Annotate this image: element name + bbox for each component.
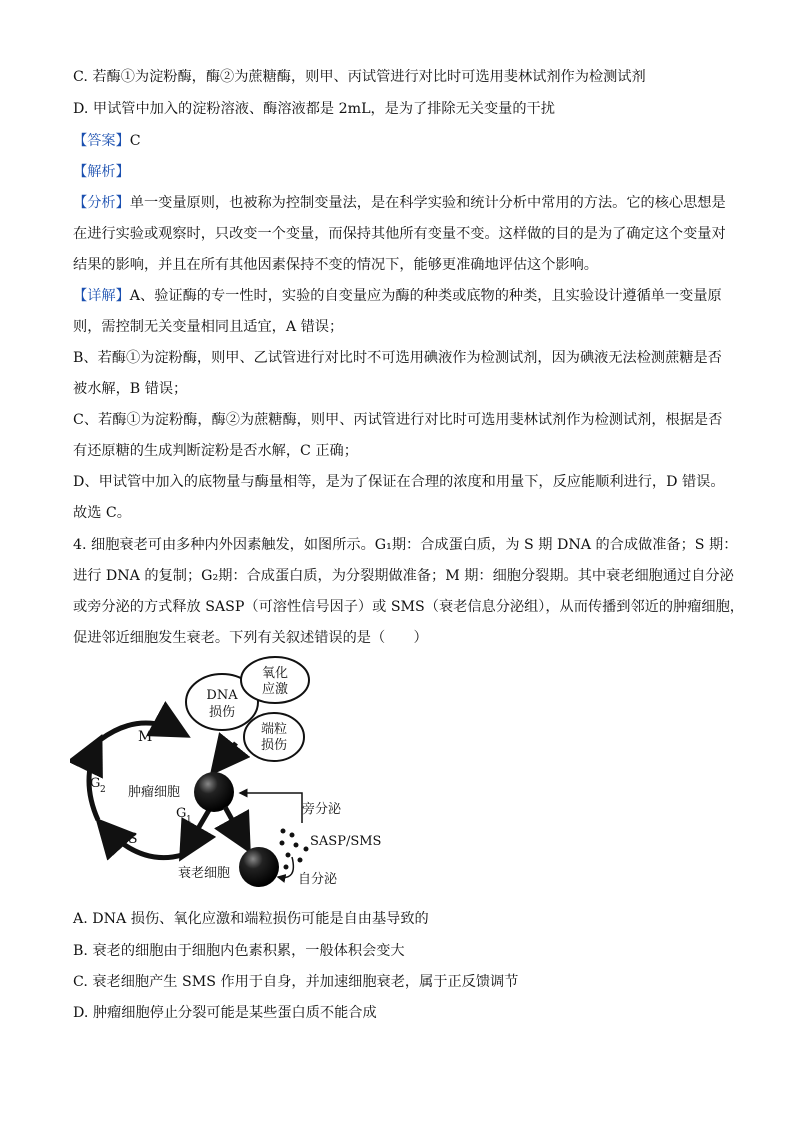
svg-text:损伤: 损伤 [260,738,288,753]
paracrine-arrow [240,793,302,823]
autocrine-label: 自分泌 [298,872,338,887]
sasp-sms-particles [280,829,309,870]
analysis-heading: 【解析】 [73,164,130,180]
analysis-line-2: 在进行实验或观察时，只改变一个变量，而保持其他所有变量不变。这样做的目的是为了确定这个变量对 [73,226,726,242]
svg-text:端粒: 端粒 [260,722,288,737]
question-4-line-3: 或旁分泌的方式释放 SASP（可溶性信号因子）或 SMS（衰老信息分泌组），从而传播到邻近的肿瘤细胞， [73,599,744,615]
detail-line-4: 被水解，B 错误； [73,381,188,397]
question-4-line-1: 4. 细胞衰老可由多种内外因素触发，如图所示。G₁期：合成蛋白质，为 S 期 DNA 的合成做准备；S 期： [73,537,738,553]
detail-line-5: C、若酶①为淀粉酶，酶②为蔗糖酶，则甲、丙试管进行对比时可选用斐林试剂作为检测试剂，根据是否 [73,412,723,428]
phase-g1-sub: 1 [186,815,192,825]
option-d: D. 肿瘤细胞停止分裂可能是某些蛋白质不能合成 [73,1005,377,1021]
sasp-sms-label: SASP/SMS [310,834,382,849]
stress-arrow [216,743,236,768]
option-d-line: D. 甲试管中加入的淀粉溶液、酶溶液都是 2mL，是为了排除无关变量的干扰 [73,101,555,117]
tumor-cell [194,772,234,812]
detail-line-3: B、若酶①为淀粉酶，则甲、乙试管进行对比时不可选用碘液作为检测试剂，因为碘液无法检测蔗糖是否 [73,350,722,366]
telomere-damage-node [244,713,304,761]
svg-text:DNA: DNA [206,688,238,703]
phase-g2-label: G [90,776,101,791]
svg-text:氧化: 氧化 [261,666,289,681]
question-4-line-2: 进行 DNA 的复制；G₂期：合成蛋白质，为分裂期做准备；M 期：细胞分裂期。其中衰老细胞通过自分泌 [73,568,734,584]
s-phase-arrow [102,825,182,858]
phase-m-label: M [138,729,153,745]
option-c: C. 衰老细胞产生 SMS 作用于自身，并加速细胞衰老，属于正反馈调节 [73,974,519,990]
senescent-cell [239,847,279,887]
paracrine-label: 旁分泌 [302,802,342,817]
conclusion-line: 故选 C。 [73,505,131,521]
option-b: B. 衰老的细胞由于细胞内色素积累，一般体积会变大 [73,943,405,959]
senescence-arrow [225,807,246,845]
detail-line-1: 【详解】A、验证酶的专一性时，实验的自变量应为酶的种类或底物的种类，且实验设计遵循单一变量原 [73,288,722,304]
phase-g2-sub: 2 [100,785,106,795]
phase-s-label: S [128,831,138,847]
analysis-line-1: 【分析】单一变量原则，也被称为控制变量法，是在科学实验和统计分析中常用的方法。它的核心思想是 [73,195,726,211]
oxidative-stress-node [241,657,309,703]
phase-g1-label: G [176,806,187,821]
cell-senescence-diagram [70,655,400,895]
detail-line-7: D、甲试管中加入的底物量与酶量相等，是为了保证在合理的浓度和用量下，反应能顺利进行，D 错误。 [73,474,725,490]
tumor-cell-label: 肿瘤细胞 [128,785,181,800]
detail-line-6: 有还原糖的生成判断淀粉是否水解，C 正确； [73,443,358,459]
svg-text:应激: 应激 [261,682,289,697]
option-c-line: C. 若酶①为淀粉酶，酶②为蔗糖酶，则甲、丙试管进行对比时可选用斐林试剂作为检测试剂 [73,69,646,85]
answer-line: 【答案】C [73,133,141,149]
senescent-cell-label: 衰老细胞 [178,866,231,881]
analysis-line-3: 结果的影响，并且在所有其他因素保持不变的情况下，能够更准确地评估这个影响。 [73,257,598,273]
svg-text:损伤: 损伤 [208,705,236,720]
detail-line-2: 则，需控制无关变量相同且适宜，A 错误； [73,319,344,335]
option-a: A. DNA 损伤、氧化应激和端粒损伤可能是自由基导致的 [73,911,429,927]
question-4-line-4: 促进邻近细胞发生衰老。下列有关叙述错误的是（ ） [73,630,428,646]
